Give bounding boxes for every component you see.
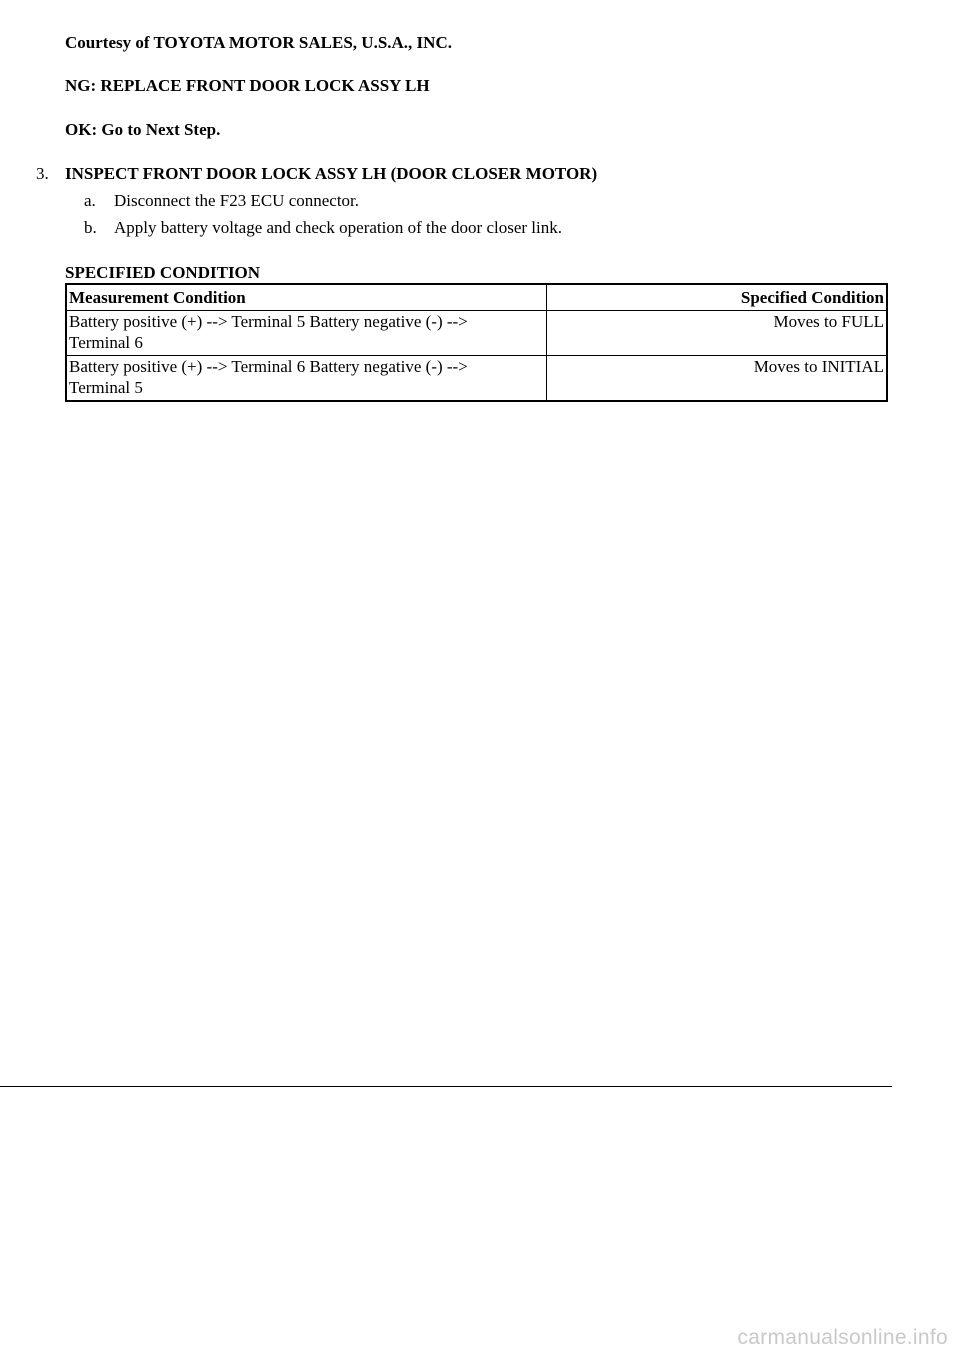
spec-heading: SPECIFIED CONDITION [65, 263, 261, 282]
measurement-cell [66, 356, 547, 402]
table-header-row [66, 284, 887, 311]
ok-line: OK: Go to Next Step. [65, 120, 221, 139]
specified-cell: Moves to INITIAL [547, 356, 888, 402]
table-row [66, 356, 887, 402]
substep-text: Disconnect the F23 ECU connector. [114, 191, 360, 210]
substep-text: Apply battery voltage and check operation of the door closer link. [114, 218, 562, 237]
column-header-specified: Specified Condition [547, 284, 888, 311]
step-number: 3. [36, 164, 49, 183]
ng-line: NG: REPLACE FRONT DOOR LOCK ASSY LH [65, 76, 430, 95]
condition-line: Battery positive (+) --> Terminal 5 Battery negative (-) --> [69, 312, 468, 331]
table-row [66, 311, 887, 356]
courtesy-line: Courtesy of TOYOTA MOTOR SALES, U.S.A., INC. [65, 33, 452, 52]
condition-line: Terminal 6 [69, 333, 143, 352]
column-header-measurement: Measurement Condition [66, 284, 547, 311]
substep-a [84, 191, 359, 211]
footer-divider [0, 1086, 892, 1087]
condition-line: Terminal 5 [69, 378, 143, 397]
substep-letter: a. [84, 191, 96, 210]
substep-b [84, 218, 562, 238]
site-watermark: carmanualsonline.info [737, 1326, 948, 1349]
measurement-cell [66, 311, 547, 356]
spec-table [65, 283, 888, 402]
substep-letter: b. [84, 218, 97, 237]
step-title: INSPECT FRONT DOOR LOCK ASSY LH (DOOR CLOSER MOTOR) [65, 164, 598, 183]
condition-line: Battery positive (+) --> Terminal 6 Battery negative (-) --> [69, 357, 468, 376]
specified-cell: Moves to FULL [547, 311, 888, 356]
